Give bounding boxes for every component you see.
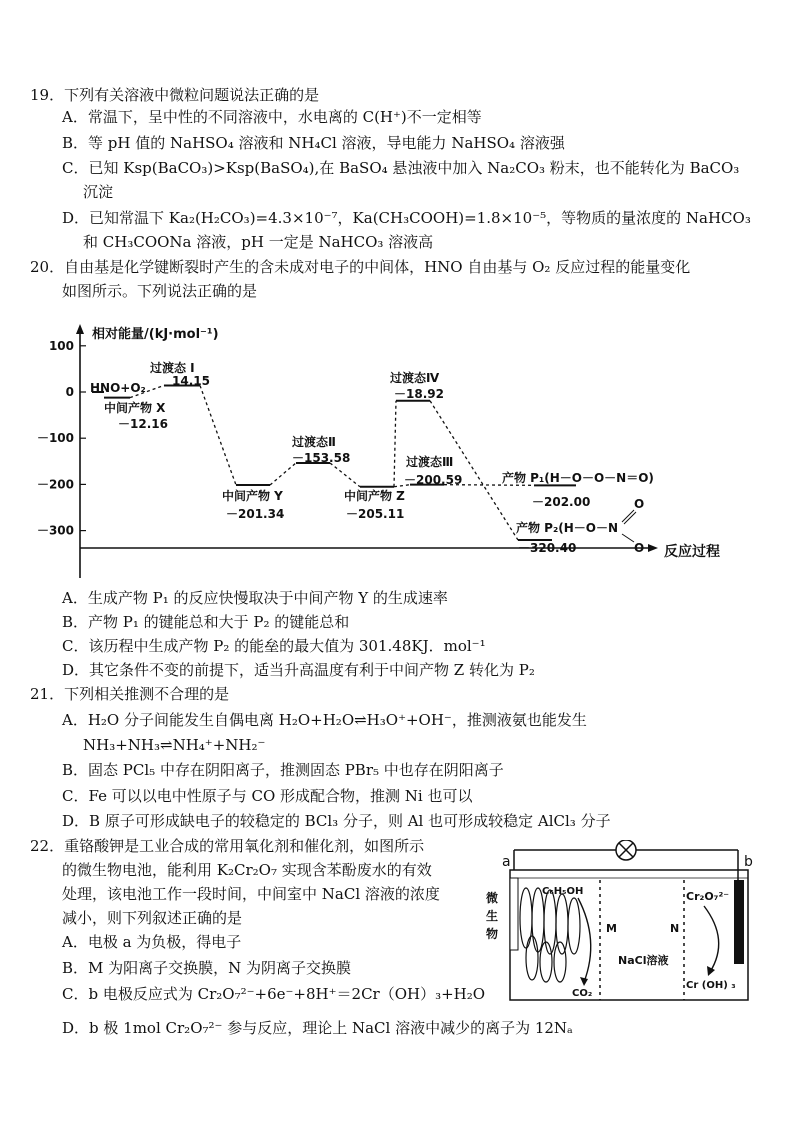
q21-option-a-cont: NH₃+NH₃⇌NH₄⁺+NH₂⁻ xyxy=(83,736,266,754)
y-axis-arrow xyxy=(76,324,84,334)
value-ts3: －200.59 xyxy=(404,473,463,487)
p2-oxygen-bottom: O xyxy=(634,541,645,555)
q19-option-d-cont: 和 CH₃COONa 溶液，pH 一定是 NaHCO₃ 溶液高 xyxy=(83,233,434,251)
microbe-label-2: 生 xyxy=(486,909,499,923)
q22-stem-3: 处理，该电池工作一段时间，中间室中 NaCl 溶液的浓度 xyxy=(62,885,440,903)
q20-stem-cont: 如图所示。下列说法正确的是 xyxy=(62,282,258,300)
value-product-p1: －202.00 xyxy=(532,495,591,509)
state-intermediate-x: 中间产物 X xyxy=(104,401,166,415)
state-intermediate-y: 中间产物 Y xyxy=(222,489,283,503)
phenol-to-co2-arrow xyxy=(578,898,591,982)
y-tick-label: 100 xyxy=(48,338,74,353)
q21-option-c: C．Fe 可以以电中性原子与 CO 形成配合物，推测 Ni 也可以 xyxy=(62,787,473,805)
membrane-m-label: M xyxy=(606,922,617,935)
energy-connector xyxy=(330,463,360,487)
dichromate-label: Cr₂O₇²⁻ xyxy=(686,890,730,903)
x-axis-label: 反应过程 xyxy=(664,544,720,560)
q19-option-d: D．已知常温下 Ka₂(H₂CO₃)=4.3×10⁻⁷，Ka(CH₃COOH)=1.8×10⁻⁵，等物质的量浓度的 NaHCO₃ xyxy=(62,209,751,227)
value-ts1: 14.15 xyxy=(172,374,210,388)
electrode-b xyxy=(734,880,744,964)
q20-option-c: C．该历程中生成产物 P₂ 的能垒的最大值为 301.48KJ．mol⁻¹ xyxy=(62,637,486,655)
q21-stem: 21．下列相关推测不合理的是 xyxy=(30,685,230,703)
q20-stem: 20．自由基是化学键断裂时产生的含未成对电子的中间体，HNO 自由基与 O₂ 反应过程的能量变化 xyxy=(30,258,691,276)
state-ts2: 过渡态Ⅱ xyxy=(292,435,336,449)
q19-option-a: A．常温下，呈中性的不同溶液中，水电离的 C(H⁺)不一定相等 xyxy=(62,108,482,126)
value-intermediate-z: －205.11 xyxy=(346,507,405,521)
co2-label: CO₂ xyxy=(572,988,593,999)
nacl-label: NaCl溶液 xyxy=(618,954,669,967)
q20-option-a: A．生成产物 P₁ 的反应快慢取决于中间产物 Y 的生成速率 xyxy=(62,589,448,607)
membrane-n-label: N xyxy=(670,922,680,935)
phenol-label: C₆H₅OH xyxy=(542,886,584,897)
x-axis-arrow xyxy=(648,544,658,552)
value-product-p2: －320.40 xyxy=(518,541,577,555)
y-tick-label: －100 xyxy=(36,431,74,446)
state-ts1: 过渡态 I xyxy=(150,361,195,375)
state-ts3: 过渡态Ⅲ xyxy=(406,455,454,469)
state-product-p2: 产物 P₂(H－O－N xyxy=(516,521,619,535)
value-ts2: －153.58 xyxy=(292,451,351,465)
microbe-cluster xyxy=(520,888,580,982)
chromium-hydroxide-label: Cr (OH) ₃ xyxy=(686,980,736,991)
q22-stem-4: 减小，则下列叙述正确的是 xyxy=(62,909,243,927)
electrode-a-label: a xyxy=(502,854,511,870)
y-ticks xyxy=(37,339,86,538)
q22-stem: 22．重铬酸钾是工业合成的常用氧化剂和催化剂，如图所示 xyxy=(30,837,425,855)
q21-option-d: D．B 原子可形成缺电子的较稳定的 BCl₃ 分子，则 Al 也可形成较稳定 AlCl₃ 分子 xyxy=(62,812,611,830)
y-axis-label: 相对能量/(kJ·mol⁻¹) xyxy=(92,327,219,342)
state-product-p1: 产物 P₁(H－O－O－N＝O) xyxy=(502,471,654,485)
q22-option-a: A．电极 a 为负极，得电子 xyxy=(62,933,242,951)
value-ts4: －18.92 xyxy=(394,387,444,401)
microbe-label-1: 微 xyxy=(486,891,499,905)
p2-bond-down xyxy=(622,534,634,542)
q19-option-b: B．等 pH 值的 NaHSO₄ 溶液和 NH₄Cl 溶液，导电能力 NaHSO₄ 溶液强 xyxy=(62,134,565,152)
q19-option-c-cont: 沉淀 xyxy=(83,183,114,201)
y-tick-label: 0 xyxy=(65,385,74,399)
q21-option-a: A．H₂O 分子间能发生自偶电离 H₂O+H₂O⇌H₃O⁺+OH⁻，推测液氨也能发生 xyxy=(62,711,587,729)
electrode-b-label: b xyxy=(744,854,753,870)
q22-option-c: C．b 电极反应式为 Cr₂O₇²⁻+6e⁻+8H⁺＝2Cr（OH）₃+H₂O xyxy=(62,985,486,1003)
p2-oxygen-top: O xyxy=(634,497,645,511)
q21-option-b: B．固态 PCl₅ 中存在阴阳离子，推测固态 PBr₅ 中也存在阴阳离子 xyxy=(62,761,504,779)
energy-connector xyxy=(200,385,236,485)
q19-stem: 19．下列有关溶液中微粒问题说法正确的是 xyxy=(30,86,320,104)
electrode-a xyxy=(510,878,518,950)
value-intermediate-y: －201.34 xyxy=(226,507,285,521)
dichromate-arrow xyxy=(704,906,719,972)
value-intermediate-x: －12.16 xyxy=(118,417,168,431)
state-hno-o2: HNO+O₂ xyxy=(90,381,146,395)
q19-option-c: C．已知 Ksp(BaCO₃)>Ksp(BaSO₄),在 BaSO₄ 悬浊液中加入 Na₂CO₃ 粉末，也不能转化为 BaCO₃ xyxy=(62,159,740,177)
q20-option-d: D．其它条件不变的前提下，适当升高温度有利于中间产物 Z 转化为 P₂ xyxy=(62,661,535,679)
state-intermediate-z: 中间产物 Z xyxy=(344,489,405,503)
energy-connector xyxy=(394,401,396,487)
y-tick-label: －300 xyxy=(36,523,74,538)
state-ts4: 过渡态Ⅳ xyxy=(390,371,440,385)
y-tick-label: －200 xyxy=(36,477,74,492)
q22-option-b: B．M 为阳离子交换膜，N 为阴离子交换膜 xyxy=(62,959,352,977)
energy-connector xyxy=(270,463,296,485)
q22-stem-2: 的微生物电池，能利用 K₂Cr₂O₇ 实现含苯酚废水的有效 xyxy=(62,861,432,879)
microbial-cell-diagram xyxy=(480,840,780,1015)
microbe-label-3: 物 xyxy=(486,927,499,941)
q22-option-d: D．b 极 1mol Cr₂O₇²⁻ 参与反应，理论上 NaCl 溶液中减少的离子为 12Nₐ xyxy=(62,1019,573,1037)
q20-option-b: B．产物 P₁ 的键能总和大于 P₂ 的键能总和 xyxy=(62,613,350,631)
